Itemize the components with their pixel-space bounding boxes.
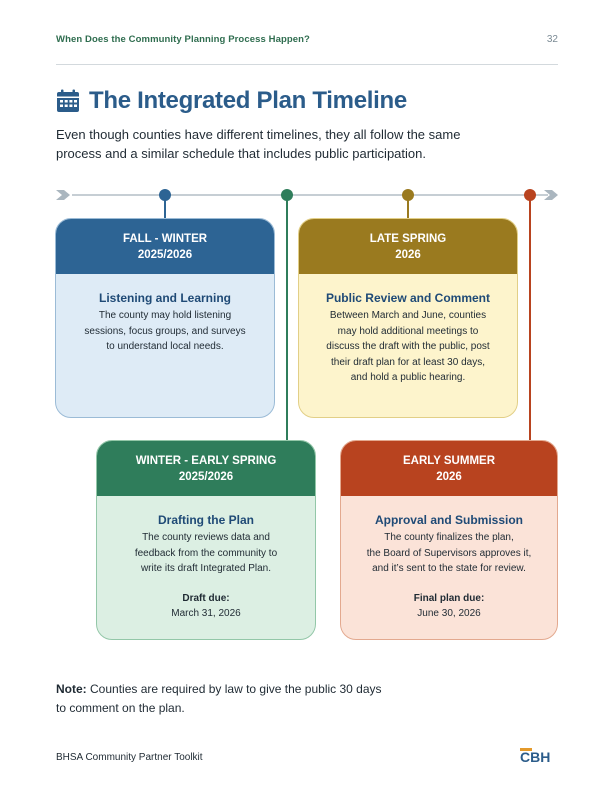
phase-header (341, 441, 557, 496)
note-paragraph (56, 680, 386, 718)
phase-year: 2026 (395, 249, 421, 261)
phase-header (56, 219, 274, 274)
phase-title: Listening and Learning (98, 291, 231, 305)
due-label: Final plan due: (413, 592, 485, 604)
timeline-dot-red (524, 189, 536, 201)
timeline-dot-olive (402, 189, 414, 201)
phase-period: FALL - WINTER (122, 233, 208, 245)
svg-text:CBH: CBH (520, 749, 551, 764)
page-title: The Integrated Plan Timeline (89, 87, 407, 114)
phase-title: Drafting the Plan (157, 513, 254, 527)
phase-year: 2025/2026 (178, 471, 234, 483)
page-number: 32 (546, 34, 558, 45)
cbh-logo (520, 746, 562, 764)
intro-paragraph: Even though counties have different timelines, they all follow the same process and a similar schedule that includes public participation. (56, 127, 461, 161)
phase-period: EARLY SUMMER (402, 455, 496, 467)
timeline-dot-blue (159, 189, 171, 201)
phase-period: WINTER - EARLY SPRING (135, 455, 277, 467)
phase-body (97, 496, 315, 621)
phase-title: Approval and Submission (374, 513, 524, 527)
phase-year: 2025/2026 (137, 249, 193, 261)
phase-description: The county reviews data and feedback from the community to write its draft Integrated Plan. (134, 532, 278, 574)
due-date: June 30, 2026 (417, 607, 481, 619)
running-header: When Does the Community Planning Process Happen? (56, 34, 310, 45)
phase-year: 2026 (436, 471, 462, 483)
timeline-start-chevron-icon (56, 190, 70, 200)
due-date: March 31, 2026 (171, 607, 241, 619)
phase-description: The county may hold listening sessions, focus groups, and surveys to understand local needs. (84, 310, 246, 352)
footer-title: BHSA Community Partner Toolkit (56, 752, 203, 763)
phase-header (299, 219, 517, 274)
phase-title: Public Review and Comment (325, 291, 491, 305)
phase-card-late-spring (298, 218, 518, 418)
phase-header (97, 441, 315, 496)
note-label: Note: (56, 682, 87, 696)
phase-period: LATE SPRING (369, 233, 447, 245)
phase-body (299, 274, 517, 386)
note-text: Counties are required by law to give the public 30 days to comment on the plan. (56, 682, 382, 715)
phase-body (56, 274, 274, 355)
timeline-dot-green (281, 189, 293, 201)
phase-body (341, 496, 557, 621)
phase-card-fall-winter (55, 218, 275, 418)
phase-description: The county finalizes the plan, the Board of Supervisors approves it, and it’s sent to the state for review. (366, 532, 532, 574)
due-label: Draft due: (182, 592, 230, 604)
phase-card-winter-early-spring (96, 440, 316, 640)
phase-card-early-summer (340, 440, 558, 640)
phase-description: Between March and June, counties may hold additional meetings to discuss the draft with the public, post their draft plan for at least 30 days, and hold a public hearing. (326, 310, 490, 383)
